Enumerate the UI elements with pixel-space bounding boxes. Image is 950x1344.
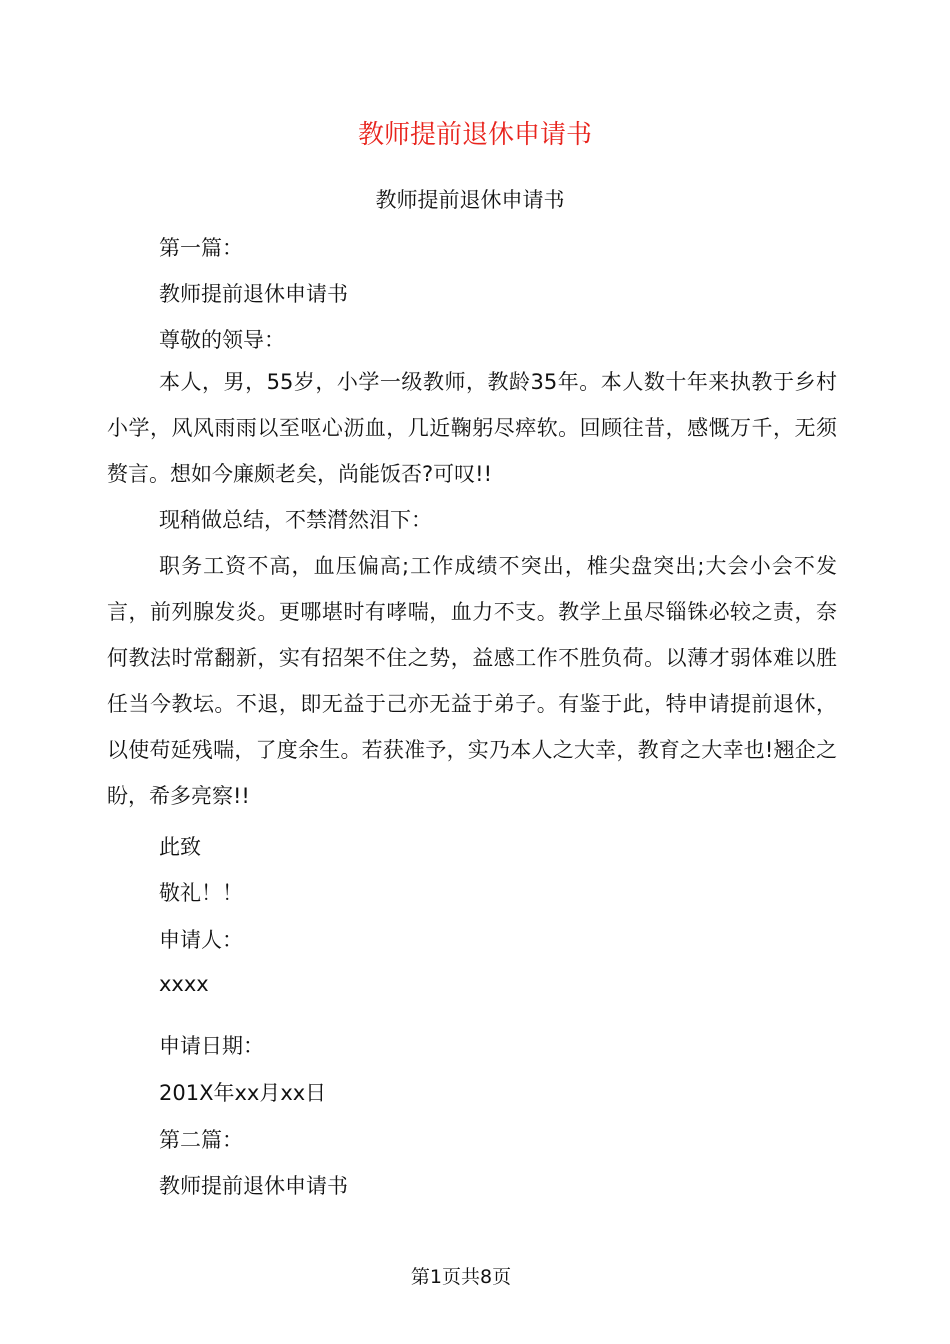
- date-value: 201X年xx月xx日: [159, 1081, 327, 1105]
- paragraph-summary: 现稍做总结，不禁潸然泪下：: [159, 508, 432, 532]
- closing-line-1: 此致: [159, 835, 201, 859]
- part2-heading: 第二篇：: [159, 1128, 243, 1152]
- applicant-label: 申请人：: [159, 928, 243, 952]
- part1-title: 教师提前退休申请书: [159, 282, 348, 306]
- date-label: 申请日期：: [159, 1034, 264, 1058]
- applicant-name: xxxx: [159, 972, 209, 996]
- part1-heading: 第一篇：: [159, 236, 243, 260]
- paragraph-body: 职务工资不高，血压偏高;工作成绩不突出，椎尖盘突出;大会小会不发言，前列腺发炎。更哪堪时有哮喘，血力不支。教学上虽尽锱铢必较之责，奈何教法时常翻新，实有招架不住之势，益感工作不胜负荷。以薄才弱体难以胜任当今教坛。不退，即无益于己亦无益于弟子。有鉴于此，特申请提前退休，以使苟延残喘，了度余生。若获准予，实乃本人之大幸，教育之大幸也!翘企之盼，希多亮察!!: [107, 554, 837, 808]
- document-subtitle: 教师提前退休申请书: [375, 188, 565, 212]
- salutation: 尊敬的领导：: [159, 328, 285, 352]
- page-indicator: 第1页共8页: [410, 1266, 512, 1288]
- part2-title: 教师提前退休申请书: [159, 1174, 348, 1198]
- document-title: 教师提前退休申请书: [357, 120, 592, 150]
- closing-line-2: 敬礼！！: [159, 881, 243, 905]
- paragraph-intro: 本人，男，55岁，小学一级教师，教龄35年。本人数十年来执教于乡村小学，风风雨雨以至呕心沥血，几近鞠躬尽瘁软。回顾往昔，感慨万千，无须赘言。想如今廉颇老矣，尚能饭否?可叹!!: [107, 370, 837, 486]
